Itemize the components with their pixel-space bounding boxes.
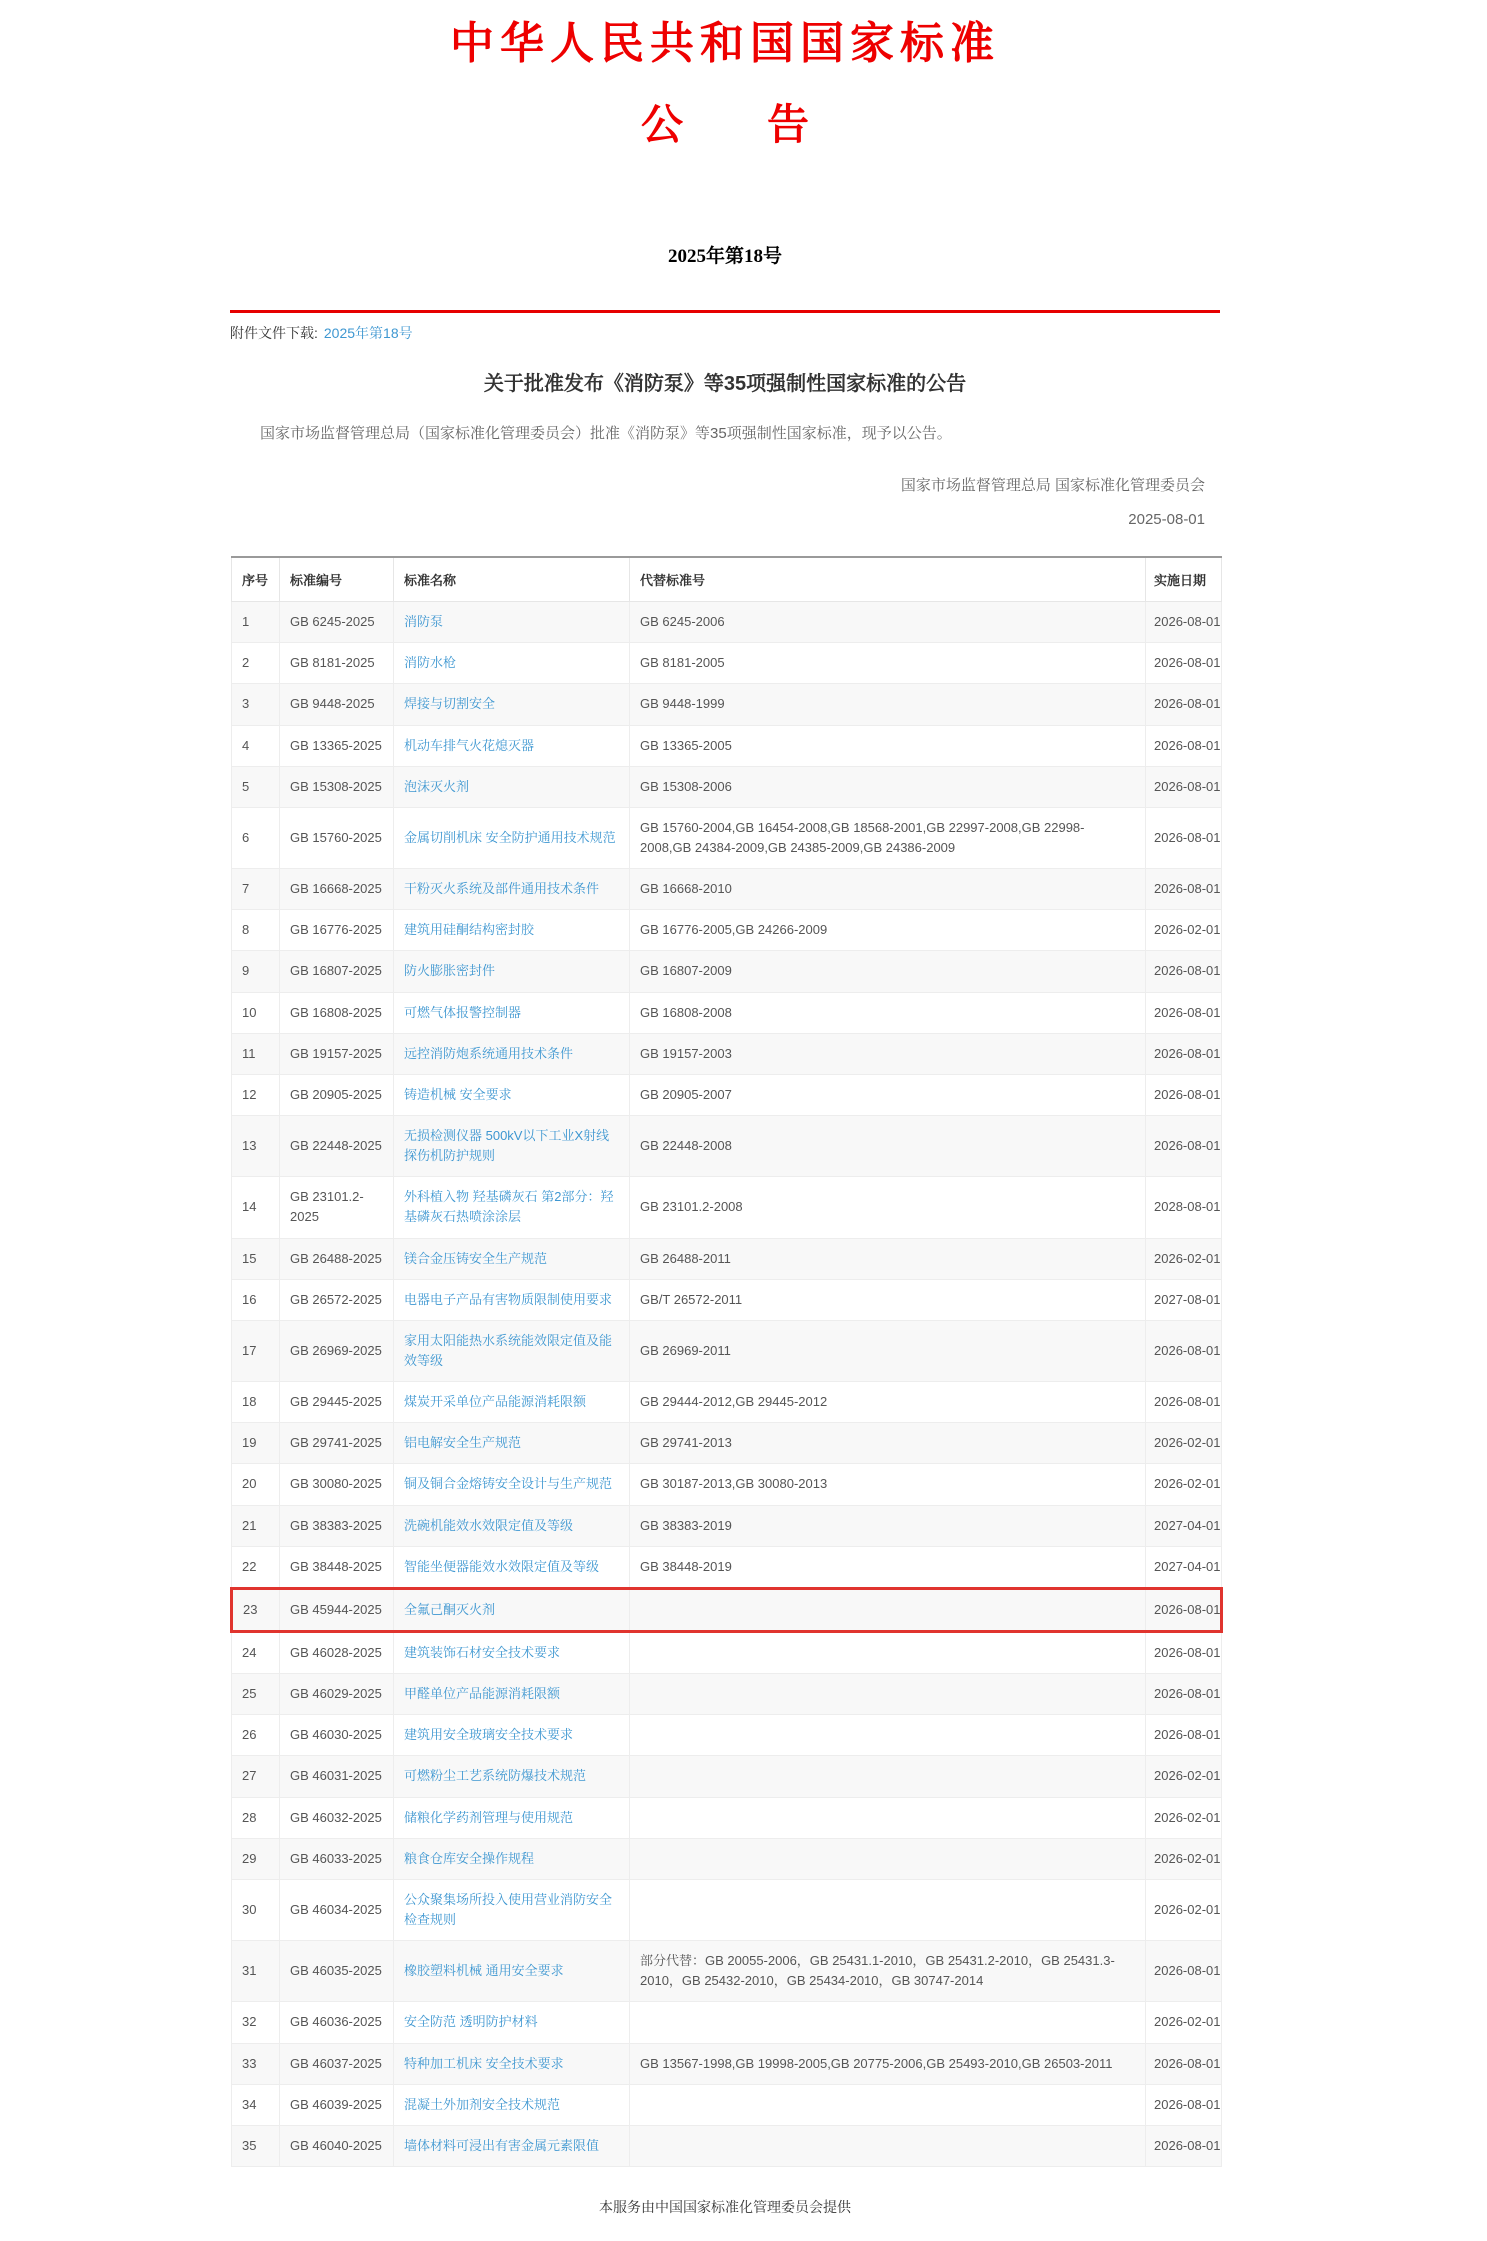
cell-replaced-standards xyxy=(630,1715,1146,1756)
table-row xyxy=(232,1546,1222,1588)
cell-standard-code: GB 46037-2025 xyxy=(280,2043,394,2084)
standard-name-link[interactable]: 干粉灭火系统及部件通用技术条件 xyxy=(404,881,600,897)
cell-implementation-date: 2026-08-01 xyxy=(1146,602,1222,643)
cell-index: 16 xyxy=(232,1279,280,1320)
cell-index: 9 xyxy=(232,951,280,992)
issue-date: 2025-08-01 xyxy=(1128,511,1205,529)
cell-implementation-date: 2026-08-01 xyxy=(1146,1941,1222,2002)
column-header-replaces: 代替标准号 xyxy=(630,557,1146,602)
table-row xyxy=(232,1838,1222,1879)
cell-standard-code: GB 16776-2025 xyxy=(280,910,394,951)
cell-standard-name xyxy=(394,1797,630,1838)
cell-standard-name xyxy=(394,1546,630,1588)
cell-standard-name xyxy=(394,2043,630,2084)
cell-standard-name xyxy=(394,1382,630,1423)
cell-replaced-standards: GB 19157-2003 xyxy=(630,1033,1146,1074)
cell-index: 30 xyxy=(232,1879,280,1940)
table-row xyxy=(232,1756,1222,1797)
cell-index: 19 xyxy=(232,1423,280,1464)
cell-implementation-date: 2026-08-01 xyxy=(1146,766,1222,807)
cell-replaced-standards xyxy=(630,2002,1146,2043)
cell-index: 23 xyxy=(232,1588,280,1631)
cell-replaced-standards: GB 15308-2006 xyxy=(630,766,1146,807)
cell-standard-code: GB 26488-2025 xyxy=(280,1238,394,1279)
cell-replaced-standards xyxy=(630,1879,1146,1940)
standard-name-link[interactable]: 镁合金压铸安全生产规范 xyxy=(404,1250,548,1266)
cell-implementation-date: 2027-04-01 xyxy=(1146,1505,1222,1546)
cell-standard-name xyxy=(394,1674,630,1715)
standard-name-link[interactable]: 可燃气体报警控制器 xyxy=(404,1004,522,1020)
issuing-authority: 国家市场监督管理总局 国家标准化管理委员会 xyxy=(900,477,1205,495)
issue-number: 2025年第18号 xyxy=(667,246,782,268)
cell-replaced-standards: GB 30187-2013,GB 30080-2013 xyxy=(630,1464,1146,1505)
cell-index: 28 xyxy=(232,1797,280,1838)
column-header-name: 标准名称 xyxy=(394,557,630,602)
cell-implementation-date: 2026-08-01 xyxy=(1146,2125,1222,2166)
table-row xyxy=(232,766,1222,807)
cell-implementation-date: 2026-08-01 xyxy=(1146,1033,1222,1074)
standard-name-link[interactable]: 甲醛单位产品能源消耗限额 xyxy=(404,1686,561,1702)
cell-index: 2 xyxy=(232,643,280,684)
table-row xyxy=(232,1505,1222,1546)
cell-index: 14 xyxy=(232,1177,280,1238)
cell-replaced-standards: GB 26969-2011 xyxy=(630,1320,1146,1381)
cell-standard-name xyxy=(394,1279,630,1320)
cell-standard-name xyxy=(394,1033,630,1074)
table-row xyxy=(232,2125,1222,2166)
standard-name-link[interactable]: 家用太阳能热水系统能效限定值及能效等级 xyxy=(404,1332,613,1368)
cell-index: 13 xyxy=(232,1116,280,1177)
cell-implementation-date: 2026-08-01 xyxy=(1146,951,1222,992)
cell-implementation-date: 2026-02-01 xyxy=(1146,1838,1222,1879)
standard-name-link[interactable]: 储粮化学药剂管理与使用规范 xyxy=(404,1809,574,1825)
cell-standard-code: GB 46035-2025 xyxy=(280,1941,394,2002)
cell-standard-name xyxy=(394,2084,630,2125)
standard-name-link[interactable]: 智能坐便器能效水效限定值及等级 xyxy=(404,1558,600,1574)
cell-standard-code: GB 20905-2025 xyxy=(280,1074,394,1115)
cell-standard-code: GB 16807-2025 xyxy=(280,951,394,992)
cell-standard-code: GB 46039-2025 xyxy=(280,2084,394,2125)
cell-implementation-date: 2027-08-01 xyxy=(1146,1279,1222,1320)
cell-implementation-date: 2026-08-01 xyxy=(1146,807,1222,868)
cell-implementation-date: 2026-02-01 xyxy=(1146,910,1222,951)
cell-implementation-date: 2026-02-01 xyxy=(1146,1879,1222,1940)
table-row xyxy=(232,1177,1222,1238)
cell-index: 26 xyxy=(232,1715,280,1756)
cell-replaced-standards: GB 6245-2006 xyxy=(630,602,1146,643)
standard-name-link[interactable]: 安全防范 透明防护材料 xyxy=(404,2014,538,2030)
cell-standard-name xyxy=(394,951,630,992)
table-row xyxy=(232,643,1222,684)
standard-name-link[interactable]: 墙体材料可浸出有害金属元素限值 xyxy=(404,2137,600,2153)
cell-replaced-standards: GB 16807-2009 xyxy=(630,951,1146,992)
cell-index: 25 xyxy=(232,1674,280,1715)
cell-replaced-standards: GB 20905-2007 xyxy=(630,1074,1146,1115)
table-row xyxy=(232,1382,1222,1423)
standard-name-link[interactable]: 外科植入物 羟基磷灰石 第2部分：羟基磷灰石热喷涂涂层 xyxy=(404,1189,614,1225)
standard-name-link[interactable]: 焊接与切割安全 xyxy=(404,696,496,712)
cell-index: 1 xyxy=(232,602,280,643)
cell-implementation-date: 2026-08-01 xyxy=(1146,1631,1222,1673)
cell-replaced-standards: GB 9448-1999 xyxy=(630,684,1146,725)
cell-standard-code: GB 46034-2025 xyxy=(280,1879,394,1940)
cell-replaced-standards xyxy=(630,1797,1146,1838)
table-row xyxy=(232,992,1222,1033)
cell-index: 35 xyxy=(232,2125,280,2166)
cell-replaced-standards: GB 16808-2008 xyxy=(630,992,1146,1033)
cell-replaced-standards xyxy=(630,1756,1146,1797)
cell-standard-code: GB 30080-2025 xyxy=(280,1464,394,1505)
table-row xyxy=(232,1320,1222,1381)
cell-standard-name xyxy=(394,1074,630,1115)
cell-standard-name xyxy=(394,1464,630,1505)
cell-implementation-date: 2026-02-01 xyxy=(1146,2002,1222,2043)
cell-standard-name xyxy=(394,1588,630,1631)
cell-standard-name xyxy=(394,910,630,951)
standard-name-link[interactable]: 远控消防炮系统通用技术条件 xyxy=(404,1045,574,1061)
cell-index: 29 xyxy=(232,1838,280,1879)
cell-standard-name xyxy=(394,807,630,868)
cell-replaced-standards: GB 29741-2013 xyxy=(630,1423,1146,1464)
table-row xyxy=(232,2043,1222,2084)
column-header-index: 序号 xyxy=(232,557,280,602)
cell-replaced-standards: GB 13365-2005 xyxy=(630,725,1146,766)
standard-name-link[interactable]: 铝电解安全生产规范 xyxy=(404,1435,522,1451)
cell-standard-code: GB 13365-2025 xyxy=(280,725,394,766)
cell-index: 6 xyxy=(232,807,280,868)
cell-standard-name xyxy=(394,1177,630,1238)
table-row xyxy=(232,1941,1222,2002)
cell-replaced-standards xyxy=(630,1674,1146,1715)
cell-index: 21 xyxy=(232,1505,280,1546)
cell-implementation-date: 2026-08-01 xyxy=(1146,992,1222,1033)
cell-implementation-date: 2028-08-01 xyxy=(1146,1177,1222,1238)
attachment-download-link[interactable]: 2025年第18号 xyxy=(323,325,413,342)
table-row xyxy=(232,1423,1222,1464)
cell-index: 3 xyxy=(232,684,280,725)
table-row xyxy=(232,1279,1222,1320)
cell-implementation-date: 2026-08-01 xyxy=(1146,869,1222,910)
cell-replaced-standards: GB 16776-2005,GB 24266-2009 xyxy=(630,910,1146,951)
cell-implementation-date: 2026-08-01 xyxy=(1146,1588,1222,1631)
cell-standard-code: GB 19157-2025 xyxy=(280,1033,394,1074)
cell-replaced-standards xyxy=(630,2125,1146,2166)
cell-standard-name xyxy=(394,1320,630,1381)
cell-standard-name xyxy=(394,2002,630,2043)
cell-implementation-date: 2026-02-01 xyxy=(1146,1238,1222,1279)
column-header-code: 标准编号 xyxy=(280,557,394,602)
cell-replaced-standards: GB 38448-2019 xyxy=(630,1546,1146,1588)
cell-index: 10 xyxy=(232,992,280,1033)
footer-service-note: 本服务由中国国家标准化管理委员会提供 xyxy=(599,2198,851,2215)
standard-name-link[interactable]: 铸造机械 安全要求 xyxy=(404,1086,512,1102)
cell-standard-name xyxy=(394,1238,630,1279)
standard-name-link[interactable]: 金属切削机床 安全防护通用技术规范 xyxy=(404,829,616,845)
cell-index: 20 xyxy=(232,1464,280,1505)
cell-standard-code: GB 15760-2025 xyxy=(280,807,394,868)
cell-index: 4 xyxy=(232,725,280,766)
table-row xyxy=(232,684,1222,725)
cell-standard-name xyxy=(394,643,630,684)
standard-name-link[interactable]: 橡胶塑料机械 通用安全要求 xyxy=(404,1963,564,1979)
cell-standard-name xyxy=(394,1631,630,1673)
cell-standard-code: GB 22448-2025 xyxy=(280,1116,394,1177)
cell-implementation-date: 2026-08-01 xyxy=(1146,1074,1222,1115)
standard-name-link[interactable]: 洗碗机能效水效限定值及等级 xyxy=(404,1517,574,1533)
cell-replaced-standards: GB/T 26572-2011 xyxy=(630,1279,1146,1320)
attachment-label: 附件文件下载: xyxy=(230,325,318,342)
cell-standard-code: GB 9448-2025 xyxy=(280,684,394,725)
table-row xyxy=(232,1033,1222,1074)
cell-replaced-standards: GB 8181-2005 xyxy=(630,643,1146,684)
cell-implementation-date: 2027-04-01 xyxy=(1146,1546,1222,1588)
cell-replaced-standards: GB 23101.2-2008 xyxy=(630,1177,1146,1238)
table-row xyxy=(232,1238,1222,1279)
cell-standard-name xyxy=(394,684,630,725)
standard-name-link[interactable]: 铜及铜合金熔铸安全设计与生产规范 xyxy=(404,1476,613,1492)
cell-index: 8 xyxy=(232,910,280,951)
standards-table xyxy=(230,556,1223,2167)
table-row xyxy=(232,725,1222,766)
cell-implementation-date: 2026-08-01 xyxy=(1146,1116,1222,1177)
cell-index: 7 xyxy=(232,869,280,910)
cell-standard-code: GB 23101.2-2025 xyxy=(280,1177,394,1238)
standard-name-link[interactable]: 可燃粉尘工艺系统防爆技术规范 xyxy=(404,1768,587,1784)
cell-standard-code: GB 46030-2025 xyxy=(280,1715,394,1756)
cell-standard-name xyxy=(394,992,630,1033)
standard-name-link[interactable]: 建筑用安全玻璃安全技术要求 xyxy=(404,1727,574,1743)
cell-index: 34 xyxy=(232,2084,280,2125)
standard-name-link[interactable]: 无损检测仪器 500kV以下工业X射线探伤机防护规则 xyxy=(404,1128,610,1164)
table-row xyxy=(232,2084,1222,2125)
cell-implementation-date: 2026-08-01 xyxy=(1146,1382,1222,1423)
cell-standard-code: GB 46040-2025 xyxy=(280,2125,394,2166)
notice-title: 关于批准发布《消防泵》等35项强制性国家标准的公告 xyxy=(483,373,967,396)
cell-standard-code: GB 46031-2025 xyxy=(280,1756,394,1797)
column-header-date: 实施日期 xyxy=(1146,557,1222,602)
cell-standard-code: GB 46028-2025 xyxy=(280,1631,394,1673)
cell-replaced-standards: GB 13567-1998,GB 19998-2005,GB 20775-2006,GB 25493-2010,GB 26503-2011 xyxy=(630,2043,1146,2084)
cell-index: 27 xyxy=(232,1756,280,1797)
standard-name-link[interactable]: 全氟己酮灭火剂 xyxy=(404,1601,496,1617)
cell-standard-code: GB 6245-2025 xyxy=(280,602,394,643)
cell-standard-name xyxy=(394,1941,630,2002)
cell-standard-code: GB 46029-2025 xyxy=(280,1674,394,1715)
standard-name-link[interactable]: 混凝土外加剂安全技术规范 xyxy=(404,2096,561,2112)
cell-implementation-date: 2026-08-01 xyxy=(1146,2043,1222,2084)
cell-standard-code: GB 16808-2025 xyxy=(280,992,394,1033)
cell-standard-name xyxy=(394,1879,630,1940)
cell-standard-code: GB 8181-2025 xyxy=(280,643,394,684)
cell-replaced-standards: GB 15760-2004,GB 16454-2008,GB 18568-2001,GB 22997-2008,GB 22998-2008,GB 24384-2009,GB 24385-2009,GB 24386-2009 xyxy=(630,807,1146,868)
cell-index: 12 xyxy=(232,1074,280,1115)
cell-implementation-date: 2026-02-01 xyxy=(1146,1464,1222,1505)
table-row xyxy=(232,1074,1222,1115)
cell-index: 31 xyxy=(232,1941,280,2002)
cell-standard-name xyxy=(394,766,630,807)
page-title: 中华人民共和国国家标准 xyxy=(450,19,1000,68)
table-row xyxy=(232,602,1222,643)
standard-name-link[interactable]: 特种加工机床 安全技术要求 xyxy=(404,2055,564,2071)
cell-index: 17 xyxy=(232,1320,280,1381)
cell-standard-code: GB 15308-2025 xyxy=(280,766,394,807)
standard-name-link[interactable]: 消防水枪 xyxy=(404,655,457,671)
cell-implementation-date: 2026-02-01 xyxy=(1146,1797,1222,1838)
cell-standard-code: GB 29445-2025 xyxy=(280,1382,394,1423)
table-row xyxy=(232,1674,1222,1715)
cell-standard-name xyxy=(394,602,630,643)
table-row xyxy=(232,1797,1222,1838)
table-row xyxy=(232,869,1222,910)
table-row xyxy=(232,1116,1222,1177)
cell-implementation-date: 2026-02-01 xyxy=(1146,1756,1222,1797)
cell-implementation-date: 2026-08-01 xyxy=(1146,2084,1222,2125)
cell-standard-code: GB 38383-2025 xyxy=(280,1505,394,1546)
cell-standard-code: GB 45944-2025 xyxy=(280,1588,394,1631)
cell-standard-code: GB 29741-2025 xyxy=(280,1423,394,1464)
table-row xyxy=(232,1464,1222,1505)
cell-implementation-date: 2026-08-01 xyxy=(1146,643,1222,684)
cell-replaced-standards: GB 29444-2012,GB 29445-2012 xyxy=(630,1382,1146,1423)
cell-standard-code: GB 46036-2025 xyxy=(280,2002,394,2043)
attachment-row xyxy=(230,323,1220,343)
cell-replaced-standards: GB 22448-2008 xyxy=(630,1116,1146,1177)
cell-implementation-date: 2026-08-01 xyxy=(1146,1320,1222,1381)
cell-index: 18 xyxy=(232,1382,280,1423)
standard-name-link[interactable]: 粮食仓库安全操作规程 xyxy=(404,1850,535,1866)
table-row xyxy=(232,910,1222,951)
standard-name-link[interactable]: 消防泵 xyxy=(404,614,444,630)
cell-standard-name xyxy=(394,1838,630,1879)
red-divider xyxy=(230,310,1220,313)
cell-replaced-standards xyxy=(630,2084,1146,2125)
cell-implementation-date: 2026-08-01 xyxy=(1146,1715,1222,1756)
cell-replaced-standards xyxy=(630,1588,1146,1631)
cell-standard-code: GB 26969-2025 xyxy=(280,1320,394,1381)
cell-standard-name xyxy=(394,1715,630,1756)
cell-standard-name xyxy=(394,2125,630,2166)
cell-standard-code: GB 46032-2025 xyxy=(280,1797,394,1838)
table-row xyxy=(232,1588,1222,1631)
cell-index: 24 xyxy=(232,1631,280,1673)
standard-name-link[interactable]: 泡沫灭火剂 xyxy=(404,778,470,794)
notice-body: 国家市场监督管理总局（国家标准化管理委员会）批准《消防泵》等35项强制性国家标准，现予以公告。 xyxy=(260,425,952,443)
cell-standard-code: GB 38448-2025 xyxy=(280,1546,394,1588)
cell-standard-name xyxy=(394,1116,630,1177)
standard-name-link[interactable]: 机动车排气火花熄灭器 xyxy=(404,737,535,753)
cell-replaced-standards: GB 38383-2019 xyxy=(630,1505,1146,1546)
standard-name-link[interactable]: 建筑装饰石材安全技术要求 xyxy=(404,1644,561,1660)
announcement-page xyxy=(230,0,1220,2241)
cell-replaced-standards: GB 26488-2011 xyxy=(630,1238,1146,1279)
cell-standard-name xyxy=(394,869,630,910)
cell-replaced-standards xyxy=(630,1838,1146,1879)
table-row xyxy=(232,1715,1222,1756)
standard-name-link[interactable]: 建筑用硅酮结构密封胶 xyxy=(404,922,535,938)
table-header-row xyxy=(232,557,1222,602)
cell-index: 15 xyxy=(232,1238,280,1279)
cell-standard-code: GB 26572-2025 xyxy=(280,1279,394,1320)
standard-name-link[interactable]: 公众聚集场所投入使用营业消防安全检查规则 xyxy=(404,1891,613,1927)
cell-standard-name xyxy=(394,1505,630,1546)
table-row xyxy=(232,1879,1222,1940)
cell-index: 5 xyxy=(232,766,280,807)
cell-standard-name xyxy=(394,1756,630,1797)
page-subtitle: 公 告 xyxy=(640,102,809,149)
cell-index: 22 xyxy=(232,1546,280,1588)
cell-implementation-date: 2026-08-01 xyxy=(1146,684,1222,725)
cell-standard-name xyxy=(394,1423,630,1464)
cell-index: 32 xyxy=(232,2002,280,2043)
table-row xyxy=(232,1631,1222,1673)
standard-name-link[interactable]: 煤炭开采单位产品能源消耗限额 xyxy=(404,1394,587,1410)
standard-name-link[interactable]: 电器电子产品有害物质限制使用要求 xyxy=(404,1291,613,1307)
cell-replaced-standards: 部分代替：GB 20055-2006，GB 25431.1-2010，GB 25431.2-2010，GB 25431.3-2010，GB 25432-2010，GB 25434-2010，GB 30747-2014 xyxy=(630,1941,1146,2002)
cell-replaced-standards xyxy=(630,1631,1146,1673)
cell-implementation-date: 2026-08-01 xyxy=(1146,1674,1222,1715)
cell-index: 11 xyxy=(232,1033,280,1074)
cell-implementation-date: 2026-08-01 xyxy=(1146,725,1222,766)
cell-index: 33 xyxy=(232,2043,280,2084)
standard-name-link[interactable]: 防火膨胀密封件 xyxy=(404,963,496,979)
cell-replaced-standards: GB 16668-2010 xyxy=(630,869,1146,910)
table-row xyxy=(232,2002,1222,2043)
table-row xyxy=(232,951,1222,992)
cell-standard-code: GB 46033-2025 xyxy=(280,1838,394,1879)
cell-standard-code: GB 16668-2025 xyxy=(280,869,394,910)
cell-standard-name xyxy=(394,725,630,766)
table-row xyxy=(232,807,1222,868)
cell-implementation-date: 2026-02-01 xyxy=(1146,1423,1222,1464)
